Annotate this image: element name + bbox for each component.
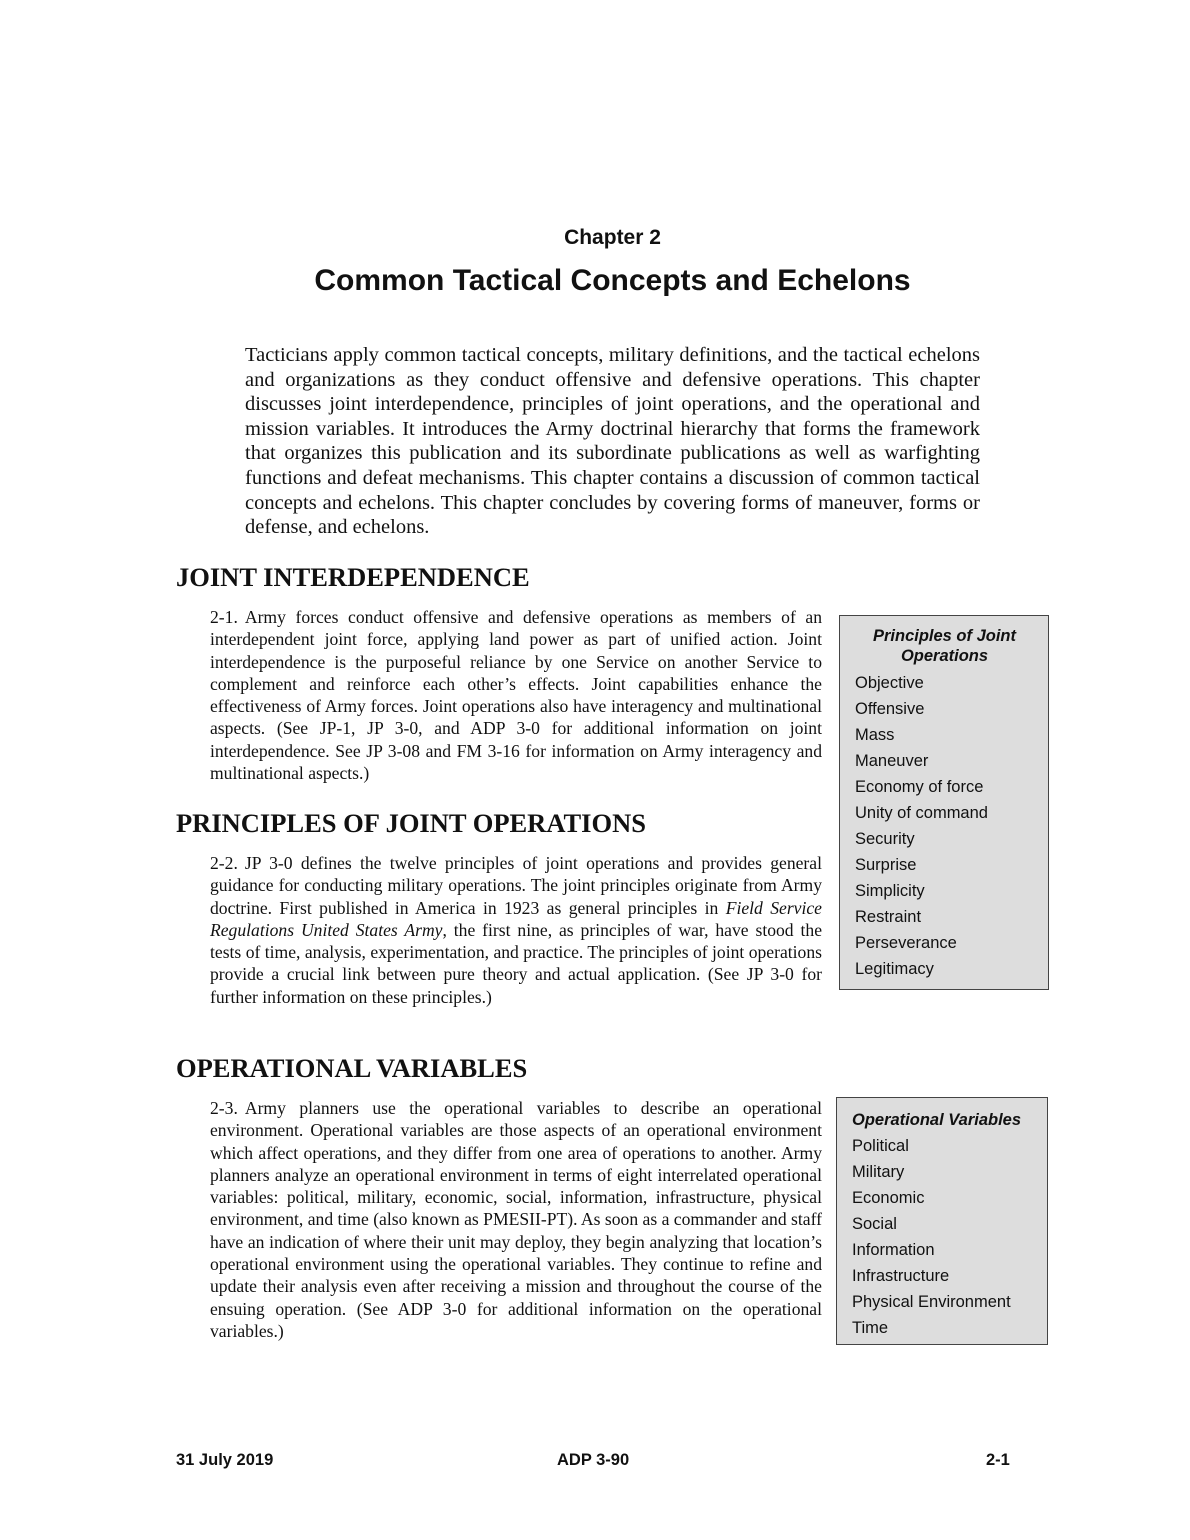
- sidebar-item: Security: [855, 830, 915, 848]
- paragraph-number: 2-2.: [210, 853, 238, 873]
- sidebar-item: Military: [852, 1163, 905, 1181]
- sidebar-item: Time: [852, 1319, 889, 1337]
- paragraph-text: Army forces conduct offensive and defensive operations as members of an interdependent joint force, applying land power as part of unified action. Joint interdependence is the purposeful reliance by one Service on another Service to complement and reinforce each other’s effects. Joint capabilities enhance the effectiveness of Army forces. Joint operations also have interagency and multinational aspects. (See JP-1, JP 3-0, and ADP 3-0 for additional information on joint interdependence. See JP 3-08 and FM 3-16 for information on Army interagency and multinational aspects.): [210, 607, 822, 784]
- sidebar-title: Operational Variables: [852, 1111, 1022, 1129]
- sidebar-item: Physical Environment: [852, 1293, 1011, 1311]
- sidebar-item: Legitimacy: [855, 960, 934, 978]
- sidebar-item: Infrastructure: [852, 1267, 950, 1285]
- footer-page-number: 2-1: [986, 1451, 1010, 1469]
- sidebar-item: Information: [852, 1241, 935, 1259]
- paragraph-text: Army planners use the operational variables to describe an operational environment. Operational variables are those aspects of an operational environment which affect operations, and they differ from one area of operations to another. Army planners analyze an operational environment in terms of eight interrelated operational variables: political, military, economic, social, information, infrastructure, physical environment, and time (also known as PMESII-PT). As soon as a commander and staff have an indication of where their unit may deploy, they begin analyzing that location’s operational environment using the operational variables. They continue to refine and update their analysis even after receiving a mission and throughout the course of the ensuing operation. (See ADP 3-0 for additional information on the operational variables.): [210, 1098, 822, 1341]
- paragraph-number: 2-3.: [210, 1098, 238, 1118]
- sidebar-item: Objective: [855, 674, 924, 692]
- sidebar-item: Economic: [852, 1189, 925, 1207]
- paragraph-2-1: [210, 606, 822, 784]
- section-heading-joint-interdependence: JOINT INTERDEPENDENCE: [176, 562, 530, 592]
- operational-variables-sidebar: [836, 1097, 1048, 1345]
- footer-publication: ADP 3-90: [557, 1451, 630, 1469]
- paragraph-2-3: [210, 1097, 822, 1342]
- section-heading-operational-variables: OPERATIONAL VARIABLES: [176, 1053, 528, 1083]
- sidebar-item: Unity of command: [855, 804, 988, 822]
- paragraph-2-2: [210, 852, 822, 1008]
- publication-title: Field Service Regulations United States Army: [210, 897, 822, 940]
- sidebar-item: Simplicity: [855, 882, 925, 900]
- sidebar-title: Principles of Joint Operations: [872, 627, 1017, 665]
- sidebar-item: Economy of force: [855, 778, 984, 796]
- sidebar-item: Political: [852, 1137, 909, 1155]
- sidebar-item: Perseverance: [855, 934, 957, 952]
- sidebar-item: Restraint: [855, 908, 922, 926]
- paragraph-number: 2-1.: [210, 607, 238, 627]
- principles-sidebar: [839, 615, 1049, 990]
- sidebar-item: Social: [852, 1215, 897, 1233]
- footer-date: 31 July 2019: [176, 1451, 274, 1469]
- chapter-intro: Tacticians apply common tactical concepts, military definitions, and the tactical echelons and organizations as they conduct offensive and defensive operations. This chapter discusses joint interdependence, principles of joint operations, and the operational and mission variables. It introduces the Army doctrinal hierarchy that forms the framework that organizes this publication and its subordinate publications as well as warfighting functions and defeat mechanisms. This chapter contains a discussion of common tactical concepts and echelons. This chapter concludes by covering forms of maneuver, forms or defense, and echelons.: [245, 344, 980, 539]
- paragraph-text-continued: , the first nine, as principles of war, have stood the tests of time, analysis, experimentation, and practice. The principles of joint operations provide a crucial link between pure theory and actual application. (See JP 3-0 for further information on these principles.): [210, 919, 822, 1007]
- sidebar-item: Offensive: [855, 700, 925, 718]
- section-heading-principles: PRINCIPLES OF JOINT OPERATIONS: [176, 808, 646, 838]
- chapter-label: Chapter 2: [564, 226, 661, 249]
- chapter-title: Common Tactical Concepts and Echelons: [314, 264, 911, 297]
- sidebar-item: Surprise: [855, 856, 917, 874]
- sidebar-item: Mass: [855, 726, 895, 744]
- sidebar-item: Maneuver: [855, 752, 929, 770]
- paragraph-text: JP 3-0 defines the twelve principles of joint operations and provides general guidance for conducting military operations. The joint principles originate from Army doctrine. First published in America in 1923 as general principles in: [210, 853, 822, 918]
